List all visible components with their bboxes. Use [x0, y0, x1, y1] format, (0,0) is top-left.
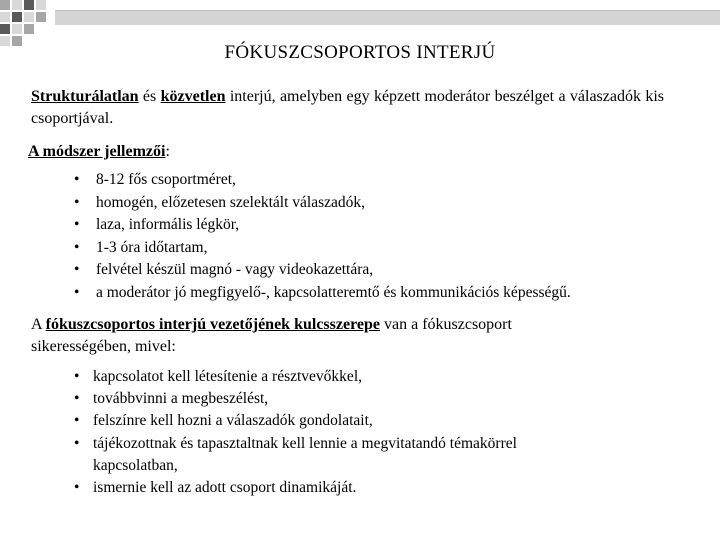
intro-paragraph: [31, 86, 664, 130]
features-heading-colon: :: [165, 143, 170, 160]
decorative-square: [24, 24, 34, 34]
features-list: [74, 169, 571, 304]
decorative-square: [36, 0, 46, 10]
intro-conj: és: [138, 88, 161, 105]
decorative-square: [12, 0, 22, 10]
slide-title: FÓKUSZCSOPORTOS INTERJÚ: [224, 42, 496, 63]
list-item: • laza, informális légkör,: [74, 214, 571, 237]
decorative-square: [36, 12, 46, 22]
role-prefix: A: [31, 316, 46, 333]
decorative-square: [24, 12, 34, 22]
list-item: • a moderátor jó megfigyelő-, kapcsolatteremtő és kommunikációs képességű.: [74, 282, 571, 305]
decorative-square: [0, 24, 10, 34]
intro-term-direct: közvetlen: [160, 88, 226, 105]
list-item: • ismernie kell az adott csoport dinamikáját.: [74, 477, 563, 499]
role-list: [74, 366, 563, 499]
list-item: • továbbvinni a megbeszélést,: [74, 388, 563, 410]
list-item: • felszínre kell hozni a válaszadók gondolatait,: [74, 410, 563, 432]
intro-term-unstructured: Strukturálatlan: [31, 88, 139, 105]
role-suffix: van a fókuszcsoport sikerességében, mivel:: [31, 316, 512, 355]
features-heading-text: A módszer jellemzői: [28, 143, 166, 160]
role-paragraph: [31, 314, 591, 358]
list-item: • 1-3 óra időtartam,: [74, 237, 571, 260]
decorative-header-pattern: [0, 0, 720, 48]
intro-rest: interjú, amelyben egy képzett moderátor beszélget a válaszadók kis csoportjával.: [31, 88, 664, 127]
decorative-square: [12, 12, 22, 22]
role-key-phrase: fókuszcsoportos interjú vezetőjének kulcsszerepe: [45, 316, 380, 333]
features-heading: [28, 141, 170, 163]
decorative-square: [0, 12, 10, 22]
decorative-square: [0, 0, 10, 10]
decorative-square: [24, 0, 34, 10]
list-item: • 8-12 fős csoportméret,: [74, 169, 571, 192]
list-item: • felvétel készül magnó - vagy videokazettára,: [74, 259, 571, 282]
list-item: • homogén, előzetesen szelektált válaszadók,: [74, 192, 571, 215]
list-item: • tájékozottnak és tapasztaltnak kell lennie a megvitatandó témakörrel kapcsolatban,: [74, 433, 563, 477]
decorative-square: [12, 24, 22, 34]
list-item: • kapcsolatot kell létesítenie a résztvevőkkel,: [74, 366, 563, 388]
